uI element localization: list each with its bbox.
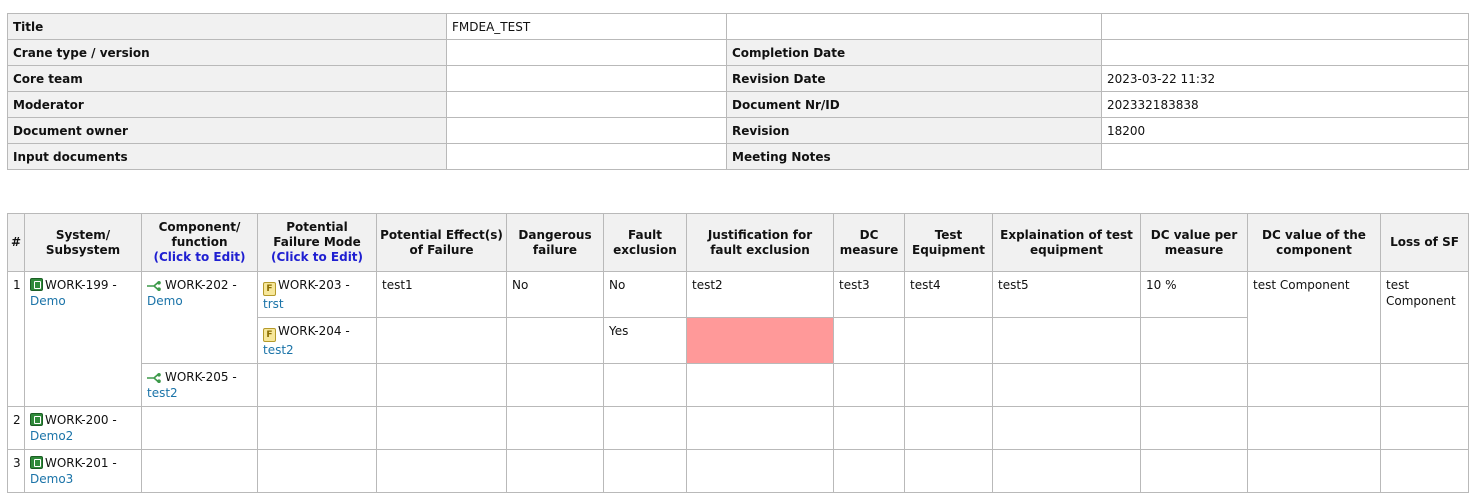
info-value-empty[interactable] bbox=[1102, 14, 1469, 40]
justification-cell-missing[interactable] bbox=[687, 318, 834, 364]
dc-measure-cell[interactable] bbox=[834, 318, 905, 364]
separator: - bbox=[108, 456, 117, 470]
row-number: 2 bbox=[8, 407, 25, 450]
col-header-dc-measure: DC measure bbox=[834, 214, 905, 272]
table-row bbox=[8, 272, 1469, 318]
info-value-crane-type[interactable] bbox=[447, 40, 727, 66]
col-header-dc-value-measure: DC value per measure bbox=[1141, 214, 1248, 272]
info-value-input-documents[interactable] bbox=[447, 144, 727, 170]
info-value-core-team[interactable] bbox=[447, 66, 727, 92]
dc-value-component-cell[interactable] bbox=[1248, 450, 1381, 493]
effects-cell[interactable] bbox=[377, 407, 507, 450]
dc-value-measure-cell[interactable] bbox=[1141, 364, 1248, 407]
effects-cell[interactable] bbox=[377, 364, 507, 407]
effects-cell[interactable] bbox=[377, 450, 507, 493]
info-label: Revision bbox=[727, 118, 1102, 144]
system-cell[interactable] bbox=[25, 272, 142, 407]
system-name-link[interactable]: Demo bbox=[30, 294, 66, 308]
failure-mode-cell-empty[interactable] bbox=[258, 364, 377, 407]
fault-exclusion-cell[interactable]: No bbox=[604, 272, 687, 318]
failure-mode-name-link[interactable]: trst bbox=[263, 297, 284, 311]
table-row bbox=[8, 364, 1469, 407]
dc-measure-cell[interactable] bbox=[834, 364, 905, 407]
justification-cell[interactable] bbox=[687, 407, 834, 450]
component-cell[interactable] bbox=[142, 364, 258, 407]
explanation-cell[interactable] bbox=[993, 364, 1141, 407]
info-label-empty bbox=[727, 14, 1102, 40]
test-equipment-cell[interactable] bbox=[905, 450, 993, 493]
fmdea-table bbox=[7, 213, 1469, 493]
explanation-cell[interactable] bbox=[993, 407, 1141, 450]
explanation-cell[interactable] bbox=[993, 450, 1141, 493]
col-header-loss-sf: Loss of SF bbox=[1381, 214, 1469, 272]
col-header-system: System/ Subsystem bbox=[25, 214, 142, 272]
fault-exclusion-cell[interactable] bbox=[604, 364, 687, 407]
component-icon bbox=[147, 373, 162, 383]
info-label: Revision Date bbox=[727, 66, 1102, 92]
col-header-justification: Justification for fault exclusion bbox=[687, 214, 834, 272]
dangerous-cell[interactable] bbox=[507, 364, 604, 407]
failure-mode-cell-empty[interactable] bbox=[258, 407, 377, 450]
dc-value-measure-cell[interactable] bbox=[1141, 450, 1248, 493]
component-cell-empty[interactable] bbox=[142, 450, 258, 493]
table-header-row bbox=[8, 214, 1469, 272]
system-icon bbox=[30, 278, 43, 291]
component-cell[interactable] bbox=[142, 272, 258, 364]
dc-value-measure-cell[interactable]: 10 % bbox=[1141, 272, 1248, 318]
col-header-failure-mode-label: Potential Failure Mode bbox=[273, 220, 361, 249]
component-id: WORK-202 bbox=[165, 278, 229, 292]
system-cell[interactable] bbox=[25, 407, 142, 450]
info-value-revision-date[interactable]: 2023-03-22 11:32 bbox=[1102, 66, 1469, 92]
system-id: WORK-199 bbox=[45, 278, 109, 292]
failure-mode-icon: F bbox=[263, 282, 276, 296]
info-label: Meeting Notes bbox=[727, 144, 1102, 170]
info-label: Title bbox=[8, 14, 447, 40]
info-value-document-owner[interactable] bbox=[447, 118, 727, 144]
component-name-link[interactable]: Demo bbox=[147, 294, 183, 308]
failure-mode-icon: F bbox=[263, 328, 276, 342]
loss-sf-cell[interactable]: test Component bbox=[1381, 272, 1469, 364]
info-value-moderator[interactable] bbox=[447, 92, 727, 118]
col-header-failure-mode[interactable] bbox=[258, 214, 377, 272]
row-number: 1 bbox=[8, 272, 25, 407]
dc-value-component-cell[interactable] bbox=[1248, 364, 1381, 407]
col-header-fault-exclusion: Fault exclusion bbox=[604, 214, 687, 272]
system-icon bbox=[30, 456, 43, 469]
loss-sf-cell[interactable] bbox=[1381, 450, 1469, 493]
dc-measure-cell[interactable]: test3 bbox=[834, 272, 905, 318]
col-header-number: # bbox=[8, 214, 25, 272]
test-equipment-cell[interactable]: test4 bbox=[905, 272, 993, 318]
dangerous-cell[interactable] bbox=[507, 407, 604, 450]
system-id: WORK-200 bbox=[45, 413, 109, 427]
system-name-link[interactable]: Demo2 bbox=[30, 429, 74, 443]
dc-value-component-cell[interactable] bbox=[1248, 407, 1381, 450]
dangerous-cell[interactable] bbox=[507, 450, 604, 493]
failure-mode-id: WORK-204 bbox=[278, 324, 342, 338]
justification-cell[interactable] bbox=[687, 364, 834, 407]
table-row bbox=[8, 407, 1469, 450]
col-header-test-equipment: Test Equipment bbox=[905, 214, 993, 272]
explanation-cell[interactable] bbox=[993, 318, 1141, 364]
info-label: Moderator bbox=[8, 92, 447, 118]
dc-measure-cell[interactable] bbox=[834, 450, 905, 493]
table-row bbox=[8, 450, 1469, 493]
test-equipment-cell[interactable] bbox=[905, 364, 993, 407]
separator: - bbox=[341, 324, 350, 338]
dc-value-measure-cell[interactable] bbox=[1141, 407, 1248, 450]
system-id: WORK-201 bbox=[45, 456, 109, 470]
justification-cell[interactable]: test2 bbox=[687, 272, 834, 318]
info-label: Document owner bbox=[8, 118, 447, 144]
effects-cell[interactable]: test1 bbox=[377, 272, 507, 318]
info-label: Input documents bbox=[8, 144, 447, 170]
info-value-meeting-notes[interactable] bbox=[1102, 144, 1469, 170]
info-label: Core team bbox=[8, 66, 447, 92]
justification-cell[interactable] bbox=[687, 450, 834, 493]
separator: - bbox=[108, 413, 117, 427]
dc-value-component-cell[interactable]: test Component bbox=[1248, 272, 1381, 364]
dc-measure-cell[interactable] bbox=[834, 407, 905, 450]
col-header-dangerous: Dangerous failure bbox=[507, 214, 604, 272]
test-equipment-cell[interactable] bbox=[905, 318, 993, 364]
component-name-link[interactable]: test2 bbox=[147, 386, 178, 400]
failure-mode-cell-empty[interactable] bbox=[258, 450, 377, 493]
col-header-component-label: Component/ function bbox=[158, 220, 241, 249]
loss-sf-cell[interactable] bbox=[1381, 364, 1469, 407]
component-id: WORK-205 bbox=[165, 370, 229, 384]
separator: - bbox=[108, 278, 117, 292]
failure-mode-click-to-edit[interactable]: (Click to Edit) bbox=[270, 250, 364, 264]
separator: - bbox=[228, 278, 237, 292]
effects-cell[interactable] bbox=[377, 318, 507, 364]
component-cell-empty[interactable] bbox=[142, 407, 258, 450]
col-header-explanation: Explaination of test equipment bbox=[993, 214, 1141, 272]
info-value-completion-date[interactable] bbox=[1102, 40, 1469, 66]
system-icon bbox=[30, 413, 43, 426]
info-row bbox=[8, 14, 1469, 40]
fault-exclusion-cell[interactable] bbox=[604, 450, 687, 493]
info-row bbox=[8, 144, 1469, 170]
component-click-to-edit[interactable]: (Click to Edit) bbox=[153, 250, 246, 264]
dc-value-measure-cell[interactable] bbox=[1141, 318, 1248, 364]
info-row bbox=[8, 66, 1469, 92]
test-equipment-cell[interactable] bbox=[905, 407, 993, 450]
explanation-cell[interactable]: test5 bbox=[993, 272, 1141, 318]
separator: - bbox=[228, 370, 237, 384]
info-row bbox=[8, 40, 1469, 66]
col-header-effects: Potential Effect(s) of Failure bbox=[377, 214, 507, 272]
failure-mode-id: WORK-203 bbox=[278, 278, 342, 292]
col-header-component[interactable] bbox=[142, 214, 258, 272]
system-name-link[interactable]: Demo3 bbox=[30, 472, 74, 486]
failure-mode-cell[interactable] bbox=[258, 318, 377, 364]
dangerous-cell[interactable]: No bbox=[507, 272, 604, 318]
failure-mode-name-link[interactable]: test2 bbox=[263, 343, 294, 357]
loss-sf-cell[interactable] bbox=[1381, 407, 1469, 450]
info-label: Crane type / version bbox=[8, 40, 447, 66]
info-value-revision[interactable]: 18200 bbox=[1102, 118, 1469, 144]
col-header-dc-value-component: DC value of the component bbox=[1248, 214, 1381, 272]
info-label: Document Nr/ID bbox=[727, 92, 1102, 118]
component-icon bbox=[147, 281, 162, 291]
failure-mode-cell[interactable] bbox=[258, 272, 377, 318]
info-value-document-nr[interactable]: 202332183838 bbox=[1102, 92, 1469, 118]
fault-exclusion-cell[interactable]: Yes bbox=[604, 318, 687, 364]
separator: - bbox=[341, 278, 350, 292]
row-number: 3 bbox=[8, 450, 25, 493]
info-row bbox=[8, 92, 1469, 118]
info-row bbox=[8, 118, 1469, 144]
info-label: Completion Date bbox=[727, 40, 1102, 66]
fault-exclusion-cell[interactable] bbox=[604, 407, 687, 450]
dangerous-cell[interactable] bbox=[507, 318, 604, 364]
system-cell[interactable] bbox=[25, 450, 142, 493]
document-info-table bbox=[7, 13, 1469, 170]
info-value-title[interactable]: FMDEA_TEST bbox=[447, 14, 727, 40]
